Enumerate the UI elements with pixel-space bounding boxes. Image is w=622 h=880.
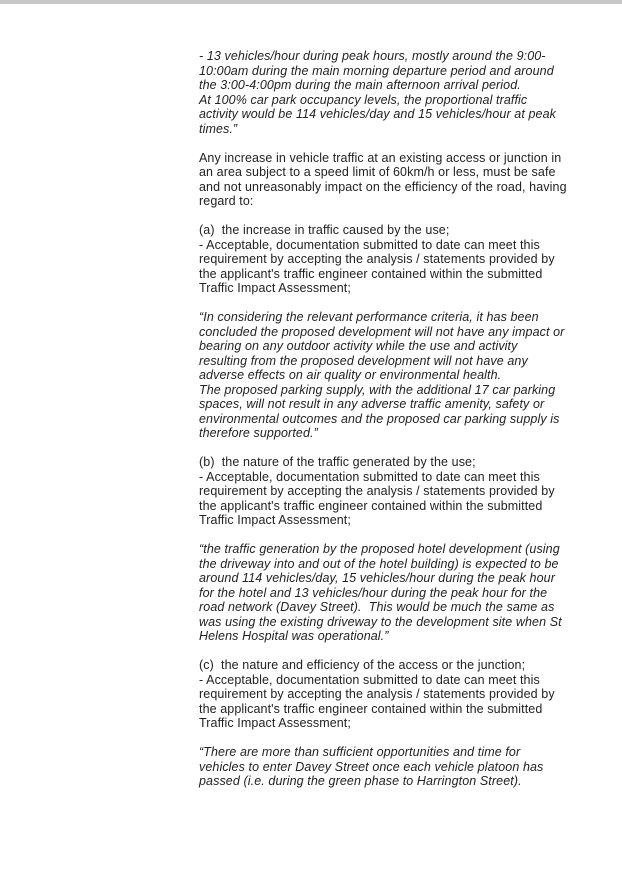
text-line: requirement by accepting the analysis / statements provided by	[199, 687, 555, 701]
text-line: (b) the nature of the traffic generated by the use;	[199, 455, 476, 469]
document-text-block	[199, 49, 599, 803]
text-line: - Acceptable, documentation submitted to date can meet this	[199, 672, 540, 687]
text-line: (c) the nature and efficiency of the access or the junction;	[199, 658, 526, 672]
text-line: passed (i.e. during the green phase to Harrington Street).	[199, 774, 522, 788]
text-line: resulting from the proposed development will not have any	[199, 353, 528, 368]
text-line: requirement by accepting the analysis / statements provided by	[199, 484, 555, 498]
text-line: Helens Hospital was operational.”	[199, 629, 389, 643]
text-line: vehicles to enter Davey Street once each vehicle platoon has	[199, 759, 544, 774]
text-line: bearing on any outdoor activity while the use and activity	[199, 339, 518, 353]
body-paragraph	[199, 223, 599, 296]
text-line: the applicant's traffic engineer contained within the submitted	[199, 701, 543, 716]
text-line: - 13 vehicles/hour during peak hours, mostly around the 9:00-	[199, 49, 546, 63]
text-line: the driveway into and out of the hotel building) is expected to be	[199, 556, 559, 571]
text-line: an area subject to a speed limit of 60km/h or less, must be safe	[199, 165, 556, 179]
text-line: the applicant's traffic engineer contained within the submitted	[199, 498, 543, 513]
quote-paragraph	[199, 542, 599, 644]
text-line: and not unreasonably impact on the efficiency of the road, having	[199, 179, 567, 194]
text-line: 10:00am during the main morning departure period and around	[199, 63, 554, 78]
text-line: concluded the proposed development will not have any impact or	[199, 324, 565, 339]
quote-paragraph	[199, 49, 599, 136]
text-line: was using the existing driveway to the development site when St	[199, 614, 562, 629]
text-line: regard to:	[199, 194, 254, 208]
text-line: (a) the increase in traffic caused by the use;	[199, 223, 450, 237]
text-line: Traffic Impact Assessment;	[199, 716, 351, 730]
text-line: environmental outcomes and the proposed car parking supply is	[199, 411, 560, 426]
text-line: spaces, will not result in any adverse traffic amenity, safety or	[199, 397, 545, 411]
text-line: requirement by accepting the analysis / statements provided by	[199, 252, 555, 266]
text-line: road network (Davey Street). This would be much the same as	[199, 600, 555, 614]
text-line: “the traffic generation by the proposed hotel development (using	[199, 542, 560, 556]
text-line: The proposed parking supply, with the additional 17 car parking	[199, 382, 556, 397]
body-paragraph	[199, 658, 599, 731]
quote-paragraph	[199, 745, 599, 789]
body-paragraph	[199, 151, 599, 209]
text-line: Traffic Impact Assessment;	[199, 513, 351, 527]
text-line: “There are more than sufficient opportunities and time for	[199, 745, 521, 759]
text-line: Traffic Impact Assessment;	[199, 281, 351, 295]
text-line: the applicant's traffic engineer contained within the submitted	[199, 266, 543, 281]
text-line: times.”	[199, 121, 238, 136]
text-line: Any increase in vehicle traffic at an existing access or junction in	[199, 150, 562, 165]
quote-paragraph	[199, 310, 599, 441]
window-top-edge	[0, 0, 622, 4]
text-line: “In considering the relevant performance criteria, it has been	[199, 310, 539, 324]
text-line: - Acceptable, documentation submitted to date can meet this	[199, 237, 540, 252]
text-line: for the hotel and 13 vehicles/hour during the peak hour for the	[199, 585, 548, 600]
body-paragraph	[199, 455, 599, 528]
text-line: therefore supported.”	[199, 426, 318, 440]
text-line: adverse effects on air quality or environmental health.	[199, 368, 502, 382]
text-line: At 100% car park occupancy levels, the proportional traffic	[199, 92, 528, 107]
text-line: the 3:00-4:00pm during the main afternoon arrival period.	[199, 78, 521, 92]
text-line: activity would be 114 vehicles/day and 15 vehicles/hour at peak	[199, 107, 556, 121]
text-line: - Acceptable, documentation submitted to date can meet this	[199, 469, 540, 484]
text-line: around 114 vehicles/day, 15 vehicles/hour during the peak hour	[199, 571, 555, 585]
